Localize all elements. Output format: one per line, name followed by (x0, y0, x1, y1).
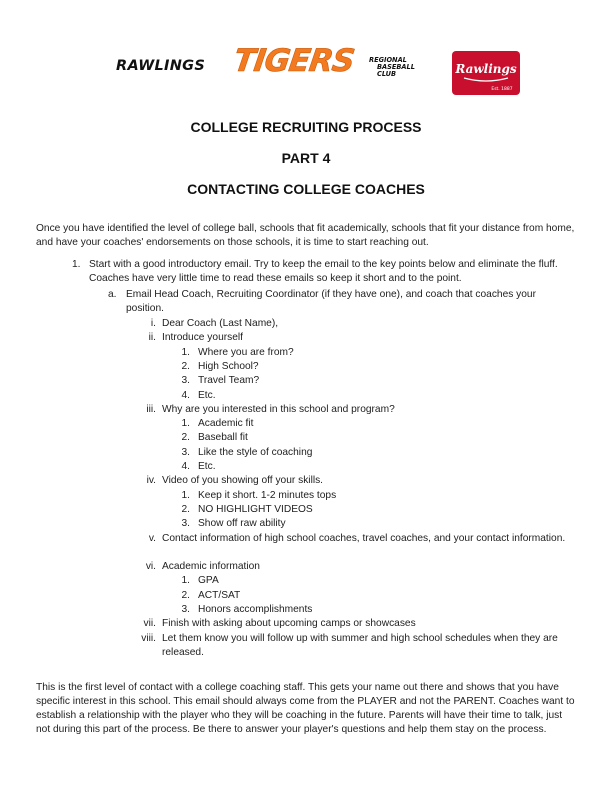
roman-item-text: Introduce yourself (162, 332, 243, 344)
numbered-item-text: Etc. (198, 461, 216, 472)
roman-marker: iii. (146, 403, 156, 415)
roman-marker: ii. (148, 332, 156, 344)
numbered-marker: 1. (181, 575, 190, 587)
roman-marker: iv. (146, 475, 156, 487)
numbered-marker: 1. (181, 346, 190, 358)
numbered-item-text: Honors accomplishments (198, 604, 313, 615)
step-1a-text: Email Head Coach, Recruiting Coordinator (if they have one), and coach that coaches your position. (126, 289, 536, 314)
step-1-text-content: Start with a good introductory email. Try to keep the email to the key points below and eliminate the fluff. Coaches have very little time to read these emails so keep it short and to the point. (89, 259, 558, 284)
roman-marker: viii. (141, 632, 156, 644)
roman-marker: vi. (145, 561, 156, 573)
document-header (0, 0, 612, 110)
numbered-item-text: Like the style of coaching (198, 446, 313, 458)
step-1-marker: 1. (72, 259, 81, 270)
numbered-item-text: Keep it short. 1-2 minutes tops (198, 489, 337, 501)
roman-marker: vii. (143, 618, 156, 630)
intro-paragraph: Once you have identified the level of college ball, schools that fit academically, schools that fit your distance from home, and have your coaches' endorsements on those schools, it is time to start reaching out. (36, 223, 575, 248)
numbered-item-text: ACT/SAT (198, 589, 241, 601)
tigers-wordmark: TIGERS (231, 43, 357, 79)
numbered-marker: 4. (181, 389, 190, 401)
roman-item-text: Let them know you will follow up with summer and high school schedules when they are released. (162, 632, 558, 658)
numbered-marker: 2. (181, 432, 190, 444)
numbered-marker: 2. (181, 360, 190, 372)
club-tagline (369, 57, 439, 78)
numbered-marker: 4. (181, 461, 190, 472)
roman-item-text: Video of you showing off your skills. (162, 475, 324, 487)
numbered-item-text: Show off raw ability (198, 518, 286, 530)
numbered-item-text: NO HIGHLIGHT VIDEOS (198, 503, 313, 515)
roman-item-text: Contact information of high school coaches, travel coaches, and your contact information. (162, 532, 566, 544)
rawlings-badge-logo (452, 51, 520, 95)
numbered-marker: 3. (181, 446, 190, 458)
badge-script: Rawlings (455, 62, 517, 76)
tagline-regional: REGIONAL (369, 56, 407, 64)
numbered-item-text: Where you are from? (198, 346, 294, 358)
roman-item-text: Academic information (162, 561, 260, 573)
numbered-marker: 3. (181, 375, 190, 387)
roman-item-text: Dear Coach (Last Name), (162, 318, 279, 329)
roman-item-text: Why are you interested in this school and program? (162, 403, 395, 415)
tagline-club: CLUB (377, 70, 397, 78)
roman-marker: i. (150, 318, 156, 329)
numbered-item-text: GPA (198, 575, 219, 587)
step-1a-marker: a. (108, 289, 117, 300)
numbered-item-text: Baseball fit (198, 432, 248, 444)
numbered-marker: 3. (181, 604, 190, 615)
rawlings-wordmark: RAWLINGS (116, 58, 206, 74)
closing-paragraph: This is the first level of contact with a college coaching staff. This gets your name out there and shows that you have specific interest in this school. This email should always come from the PLAYER and not the PARENT. Coaches want to establish a relationship with the player who they will be coaching in the future. Parents will have their time to talk, just not during this part of the process. Be there to answer your player's questions and help them stay on the process. (36, 682, 575, 735)
numbered-item-text: Travel Team? (198, 375, 260, 387)
numbered-marker: 1. (181, 489, 190, 501)
roman-item-text: Finish with asking about upcoming camps or showcases (162, 618, 416, 630)
step-1-text (89, 258, 576, 286)
badge-est: Est. 1887 (491, 87, 513, 92)
title-line-2: PART 4 (281, 150, 331, 166)
tagline-baseball: BASEBALL (377, 63, 415, 71)
numbered-marker: 2. (181, 503, 190, 515)
numbered-item-text: Etc. (198, 389, 216, 401)
title-line-3: CONTACTING COLLEGE COACHES (187, 181, 425, 197)
title-line-1: COLLEGE RECRUITING PROCESS (190, 119, 422, 135)
numbered-marker: 1. (181, 418, 190, 430)
roman-marker: v. (148, 532, 156, 544)
numbered-marker: 2. (181, 589, 190, 601)
numbered-marker: 3. (181, 518, 190, 530)
numbered-item-text: Academic fit (198, 418, 254, 430)
numbered-item-text: High School? (198, 360, 259, 372)
